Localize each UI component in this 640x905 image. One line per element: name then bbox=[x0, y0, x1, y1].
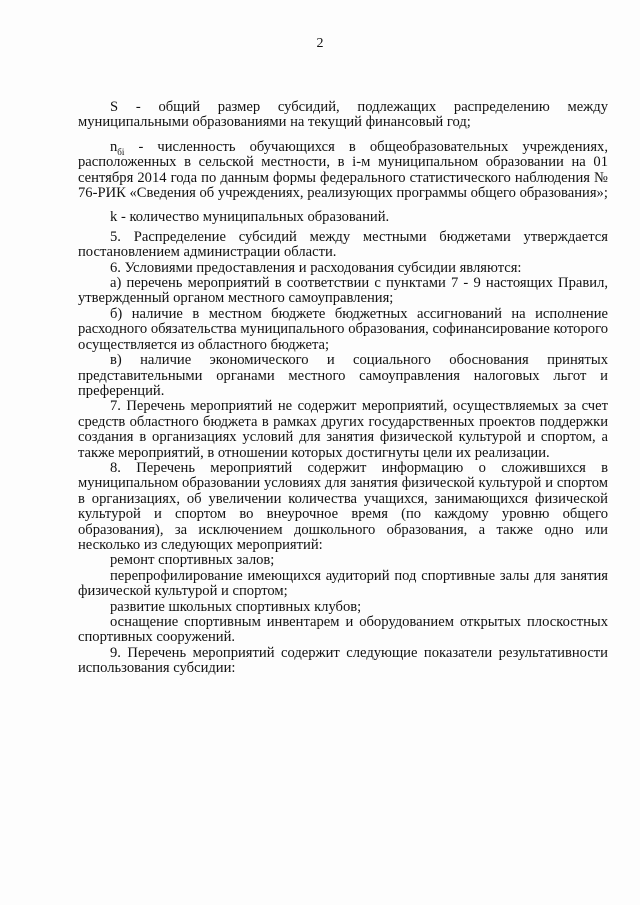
list-item: развитие школьных спортивных клубов; bbox=[110, 598, 362, 615]
definition-n-text: - численность обучающихся в общеобразовательных учреждениях, расположенных в сельской местности, в i-м муниципальном образовании на 01 сентября 2014 года по данным формы федерального статистического наблюдения № 76-РИК «Сведения об учреждениях, реализующих программы общего образования»; bbox=[78, 138, 608, 202]
definition-k bbox=[78, 210, 608, 225]
list-item: перепрофилирование имеющихся аудиторий под спортивные залы для занятия физической культурой и спортом; bbox=[78, 567, 608, 600]
symbol-s: S bbox=[110, 99, 119, 115]
paragraph-6c: в) наличие экономического и социального обоснования принятых представительными органами местного самоуправления налоговых льгот и преференций. bbox=[78, 352, 608, 399]
paragraph-6a: а) перечень мероприятий в соответствии с пунктами 7 - 9 настоящих Правил, утвержденный органом местного самоуправления; bbox=[78, 275, 608, 307]
list-item: ремонт спортивных залов; bbox=[110, 552, 275, 569]
paragraph-6: 6. Условиями предоставления и расходования субсидии являются: bbox=[110, 259, 522, 276]
definition-k-text: - количество муниципальных образований. bbox=[117, 209, 390, 226]
definition-n bbox=[78, 140, 608, 202]
paragraph-6b: б) наличие в местном бюджете бюджетных ассигнований на исполнение расходного обязательства муниципального образования, софинансирование которого осуществляется из областного бюджета; bbox=[78, 305, 608, 353]
paragraph-5: 5. Распределение субсидий между местными бюджетами утверждается постановлением администрации области. bbox=[78, 228, 608, 261]
definition-s bbox=[78, 100, 608, 131]
page-number: 2 bbox=[316, 36, 324, 51]
paragraph-7: 7. Перечень мероприятий не содержит мероприятий, осуществляемых за счет средств областного бюджета в рамках других государственных проектов поддержки создания в организациях условий для занятия физической культурой и спортом, а также мероприятий, в отношении которых достигнуты цели их реализации. bbox=[78, 398, 608, 461]
document-body bbox=[78, 100, 608, 677]
definition-s-text: - общий размер субсидий, подлежащих распределению между муниципальными образованиями на текущий финансовый год; bbox=[78, 99, 608, 131]
paragraph-8: 8. Перечень мероприятий содержит информацию о сложившихся в муниципальном образовании условиях для занятия физической культурой и спортом в организациях, об увеличении количества учащихся, занимающихся физической культурой и спортом во внеурочное время (по каждому уровню общего образования), за исключением дошкольного образования, а также одно или несколько из следующих мероприятий: bbox=[78, 459, 608, 553]
list-item: оснащение спортивным инвентарем и оборудованием открытых плоскостных спортивных сооружений. bbox=[78, 614, 608, 646]
symbol-n-subscript: бi bbox=[117, 146, 125, 157]
paragraph-9: 9. Перечень мероприятий содержит следующие показатели результативности использования субсидии: bbox=[78, 644, 608, 677]
symbol-n: n bbox=[110, 138, 118, 155]
symbol-k: k bbox=[110, 209, 118, 226]
